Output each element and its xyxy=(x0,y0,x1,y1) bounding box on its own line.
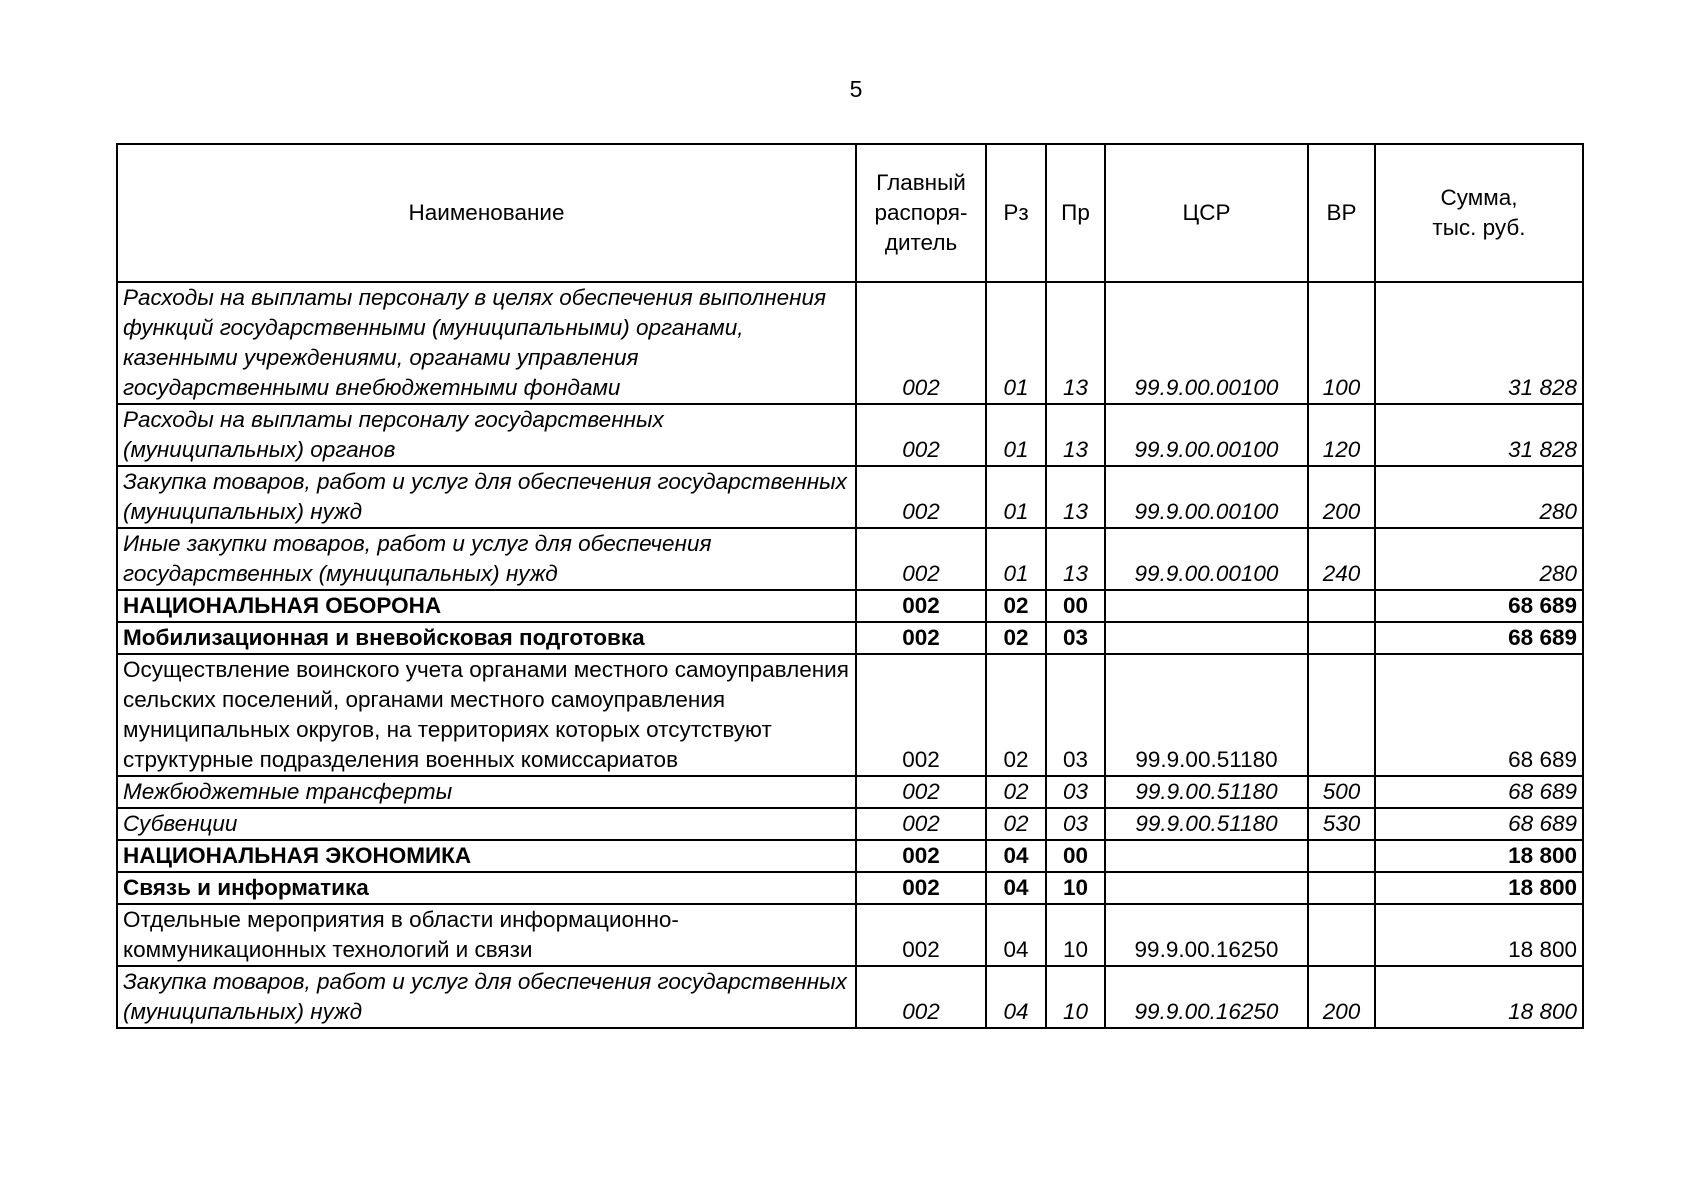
cell-csr xyxy=(1105,872,1308,904)
cell-rz: 04 xyxy=(986,872,1046,904)
cell-sum: 18 800 xyxy=(1375,872,1583,904)
table-row xyxy=(117,654,1583,776)
cell-chief: 002 xyxy=(856,404,986,466)
cell-name: Закупка товаров, работ и услуг для обеспечения государственных (муниципальных) нужд xyxy=(117,466,856,528)
header-row xyxy=(117,144,1583,282)
cell-name: Субвенции xyxy=(117,808,856,840)
cell-chief: 002 xyxy=(856,840,986,872)
cell-rz: 02 xyxy=(986,776,1046,808)
cell-name: Отдельные мероприятия в области информационно-коммуникационных технологий и связи xyxy=(117,904,856,966)
cell-sum: 31 828 xyxy=(1375,282,1583,404)
cell-chief: 002 xyxy=(856,966,986,1028)
cell-name: Закупка товаров, работ и услуг для обеспечения государственных (муниципальных) нужд xyxy=(117,966,856,1028)
cell-name: НАЦИОНАЛЬНАЯ ОБОРОНА xyxy=(117,590,856,622)
cell-chief: 002 xyxy=(856,904,986,966)
cell-csr: 99.9.00.00100 xyxy=(1105,466,1308,528)
table-row xyxy=(117,840,1583,872)
cell-chief: 002 xyxy=(856,872,986,904)
cell-name: Межбюджетные трансферты xyxy=(117,776,856,808)
cell-name: НАЦИОНАЛЬНАЯ ЭКОНОМИКА xyxy=(117,840,856,872)
cell-sum: 68 689 xyxy=(1375,590,1583,622)
table-row xyxy=(117,528,1583,590)
cell-chief: 002 xyxy=(856,466,986,528)
cell-pr: 13 xyxy=(1046,404,1105,466)
header-name: Наименование xyxy=(117,144,856,282)
cell-pr: 10 xyxy=(1046,872,1105,904)
cell-csr: 99.9.00.51180 xyxy=(1105,808,1308,840)
cell-pr: 13 xyxy=(1046,466,1105,528)
cell-rz: 04 xyxy=(986,904,1046,966)
cell-sum: 68 689 xyxy=(1375,654,1583,776)
cell-sum: 18 800 xyxy=(1375,904,1583,966)
table-row xyxy=(117,776,1583,808)
table-row xyxy=(117,966,1583,1028)
cell-pr: 03 xyxy=(1046,622,1105,654)
cell-sum: 18 800 xyxy=(1375,840,1583,872)
table-row xyxy=(117,622,1583,654)
cell-pr: 03 xyxy=(1046,654,1105,776)
cell-chief: 002 xyxy=(856,528,986,590)
cell-rz: 01 xyxy=(986,528,1046,590)
cell-csr: 99.9.00.51180 xyxy=(1105,776,1308,808)
cell-csr: 99.9.00.16250 xyxy=(1105,904,1308,966)
cell-name: Осуществление воинского учета органами местного самоуправления сельских поселений, органами местного самоуправления муниципальных округов, на территориях которых отсутствуют структурные подразделения военных комиссариатов xyxy=(117,654,856,776)
header-rz: Рз xyxy=(986,144,1046,282)
cell-pr: 13 xyxy=(1046,528,1105,590)
cell-chief: 002 xyxy=(856,654,986,776)
cell-sum: 31 828 xyxy=(1375,404,1583,466)
cell-rz: 02 xyxy=(986,808,1046,840)
cell-csr xyxy=(1105,840,1308,872)
cell-sum: 280 xyxy=(1375,466,1583,528)
cell-csr: 99.9.00.16250 xyxy=(1105,966,1308,1028)
cell-csr: 99.9.00.51180 xyxy=(1105,654,1308,776)
cell-vr: 100 xyxy=(1308,282,1375,404)
cell-sum: 280 xyxy=(1375,528,1583,590)
cell-pr: 03 xyxy=(1046,776,1105,808)
table-row xyxy=(117,466,1583,528)
cell-sum: 68 689 xyxy=(1375,622,1583,654)
cell-vr xyxy=(1308,590,1375,622)
cell-chief: 002 xyxy=(856,776,986,808)
cell-csr: 99.9.00.00100 xyxy=(1105,528,1308,590)
cell-vr: 120 xyxy=(1308,404,1375,466)
cell-vr xyxy=(1308,904,1375,966)
cell-vr: 500 xyxy=(1308,776,1375,808)
cell-rz: 01 xyxy=(986,404,1046,466)
cell-vr xyxy=(1308,622,1375,654)
table-row xyxy=(117,872,1583,904)
cell-rz: 02 xyxy=(986,654,1046,776)
cell-chief: 002 xyxy=(856,590,986,622)
table-row xyxy=(117,808,1583,840)
cell-vr: 240 xyxy=(1308,528,1375,590)
cell-rz: 01 xyxy=(986,282,1046,404)
cell-sum: 68 689 xyxy=(1375,776,1583,808)
cell-vr: 200 xyxy=(1308,466,1375,528)
header-csr: ЦСР xyxy=(1105,144,1308,282)
cell-pr: 10 xyxy=(1046,904,1105,966)
table-row xyxy=(117,904,1583,966)
header-vr: ВР xyxy=(1308,144,1375,282)
cell-name: Расходы на выплаты персоналу в целях обеспечения выполнения функций государственными (муниципальными) органами, казенными учреждениями, органами управления государственными внебюджетными фондами xyxy=(117,282,856,404)
header-pr: Пр xyxy=(1046,144,1105,282)
cell-sum: 68 689 xyxy=(1375,808,1583,840)
cell-csr xyxy=(1105,622,1308,654)
cell-name: Иные закупки товаров, работ и услуг для обеспечения государственных (муниципальных) нужд xyxy=(117,528,856,590)
cell-chief: 002 xyxy=(856,282,986,404)
cell-chief: 002 xyxy=(856,808,986,840)
cell-pr: 03 xyxy=(1046,808,1105,840)
budget-table xyxy=(116,143,1584,1029)
cell-name: Мобилизационная и вневойсковая подготовка xyxy=(117,622,856,654)
cell-csr: 99.9.00.00100 xyxy=(1105,404,1308,466)
table-row xyxy=(117,282,1583,404)
cell-vr: 530 xyxy=(1308,808,1375,840)
cell-vr xyxy=(1308,654,1375,776)
page-number: 5 xyxy=(849,76,863,102)
cell-csr: 99.9.00.00100 xyxy=(1105,282,1308,404)
cell-pr: 13 xyxy=(1046,282,1105,404)
cell-pr: 10 xyxy=(1046,966,1105,1028)
cell-rz: 02 xyxy=(986,590,1046,622)
cell-pr: 00 xyxy=(1046,840,1105,872)
cell-vr xyxy=(1308,872,1375,904)
cell-csr xyxy=(1105,590,1308,622)
cell-name: Связь и информатика xyxy=(117,872,856,904)
table-row xyxy=(117,404,1583,466)
cell-pr: 00 xyxy=(1046,590,1105,622)
table-row xyxy=(117,590,1583,622)
cell-name: Расходы на выплаты персоналу государственных (муниципальных) органов xyxy=(117,404,856,466)
header-chief: Главный распоря- дитель xyxy=(856,144,986,282)
cell-rz: 04 xyxy=(986,840,1046,872)
cell-vr xyxy=(1308,840,1375,872)
cell-vr: 200 xyxy=(1308,966,1375,1028)
cell-rz: 01 xyxy=(986,466,1046,528)
cell-rz: 02 xyxy=(986,622,1046,654)
header-sum: Сумма, тыс. руб. xyxy=(1375,144,1583,282)
cell-chief: 002 xyxy=(856,622,986,654)
cell-rz: 04 xyxy=(986,966,1046,1028)
cell-sum: 18 800 xyxy=(1375,966,1583,1028)
